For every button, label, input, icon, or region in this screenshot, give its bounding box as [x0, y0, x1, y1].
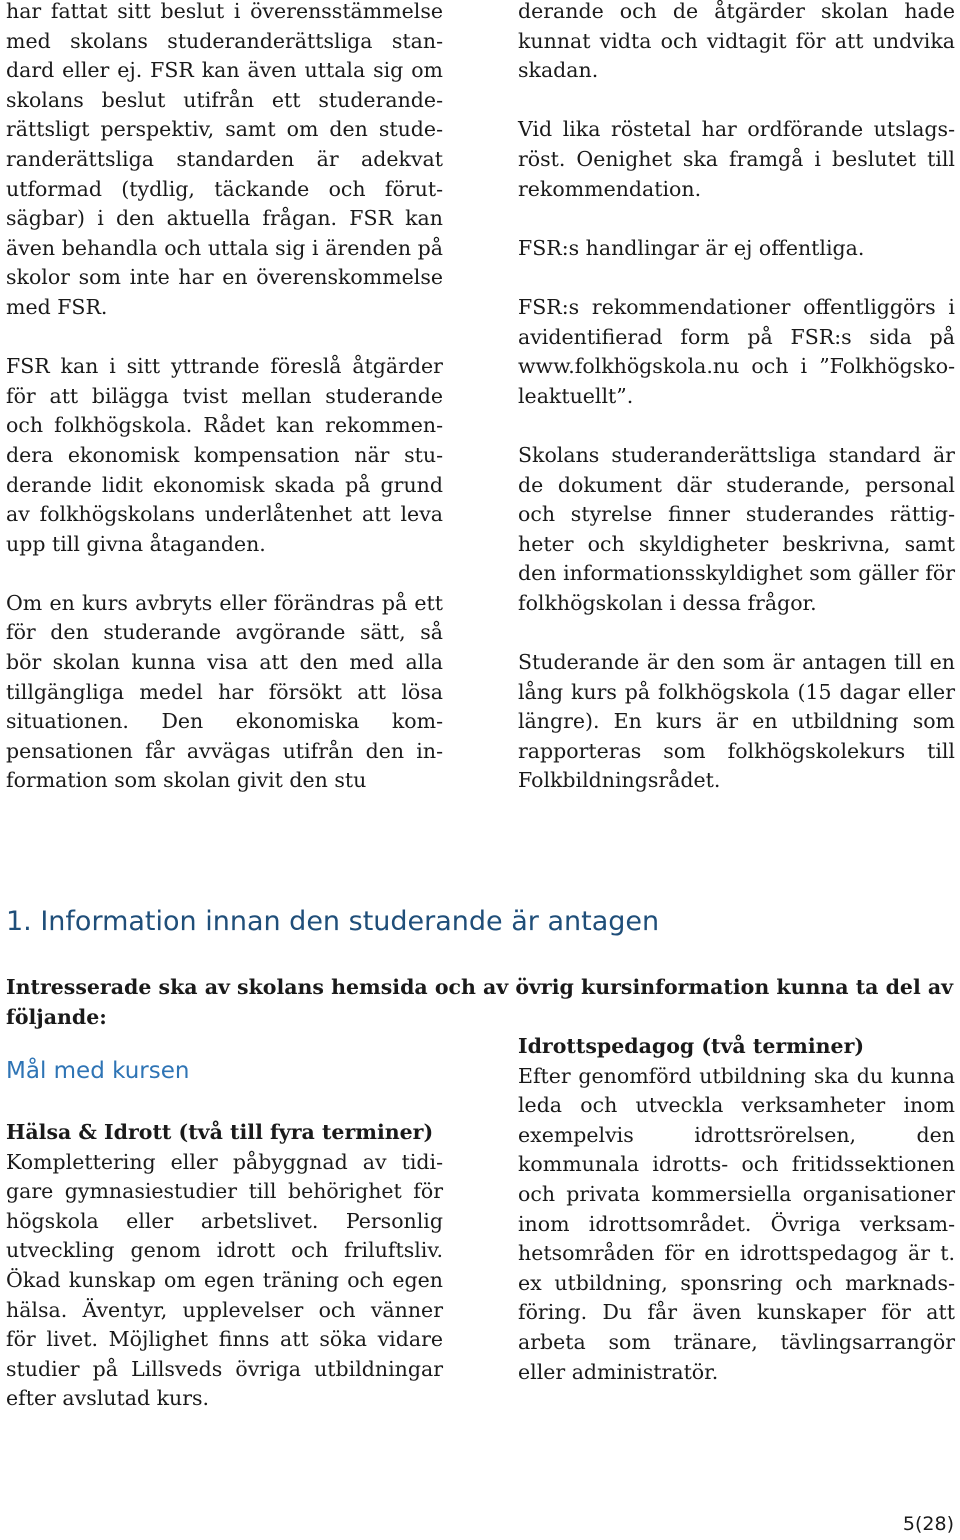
course-idrottspedagog — [518, 1032, 955, 1387]
section-intro: Intresserade ska av skolans hemsida och av övrig kursinformation kunna ta del av följande: — [6, 975, 954, 1029]
right-text-column — [518, 0, 955, 826]
course-title: Hälsa & Idrott (två till fyra terminer) — [6, 1120, 434, 1144]
section-heading: 1. Information innan den studerande är antagen — [6, 906, 660, 937]
page-number: 5(28) — [902, 1513, 954, 1535]
paragraph-course-cancellation: Om en kurs avbryts eller förändras på ett för den studerande avgörande sätt, så bör skolan kunna visa att den med alla tillgängliga medel har försökt att lösa situationen. Den ekonomiska kompensationen får avvägas utifrån den information som skolan givit den stu — [6, 590, 443, 793]
paragraph-compensation-continued: derande och de åtgärder skolan hade kunnat vidta och vidtagit för att undvika skadan. — [518, 0, 955, 83]
paragraph-recommendations-published: FSR:s rekommendationer offentliggörs i avidentifierad form på FSR:s sida på www.folkhögskola.nu och i ”Folkhögskoleaktuellt”. — [518, 294, 955, 408]
paragraph-fsr-decision: har fattat sitt beslut i överensstämmelse med skolans studeranderättsliga standard eller ej. FSR kan även uttala sig om skolans beslut utifrån ett studeranderättsligt perspektiv, samt om den studeranderättsliga standarden är adekvat utformad (tydlig, täckande och förutsägbar) i den aktuella frågan. FSR kan även behandla och uttala sig i ärenden på skolor som inte har en överenskommelse med FSR. — [6, 0, 443, 319]
course-title: Idrottspedagog (två terminer) — [518, 1034, 865, 1058]
paragraph-student-definition: Studerande är den som är antagen till en lång kurs på folkhögskola (15 dagar eller längre). En kurs är en utbildning som rapporteras som folkhögskolekurs till Folkbildningsrådet. — [518, 650, 955, 793]
paragraph-fsr-statement: FSR kan i sitt yttrande föreslå åtgärder för att bilägga tvist mellan studerande och folkhögskola. Rådet kan rekommendera ekonomisk kompensation när studerande lidit ekonomisk skada på grund av folkhögskolans underlåtenhet att leva upp till givna åtaganden. — [6, 354, 443, 556]
paragraph-documents-not-public: FSR:s handlingar är ej offentliga. — [518, 235, 865, 260]
paragraph-standard-definition: Skolans studeranderättsliga standard är de dokument där studerande, personal och styrelse finner studerandes rättigheter och skyldigheter beskrivna, samt den informationsskyldighet som gäller för folkhögskolan i dessa frågor. — [518, 442, 955, 615]
course-description: Komplettering eller påbyggnad av tidigare gymnasiestudier till behörighet för högskola eller arbetslivet. Personlig utveckling genom idrott och friluftsliv. Ökad kunskap om egen träning och egen hälsa. Äventyr, upplevelser och vänner för livet. Möjlighet finns att söka vidare studier på Lillsveds övriga utbildningar efter avslutad kurs. — [6, 1149, 443, 1411]
course-halsa-idrott — [6, 1118, 443, 1414]
paragraph-voting: Vid lika röstetal har ordförande utslagsröst. Oenighet ska framgå i beslutet till rekommendation. — [518, 117, 955, 201]
course-goals-heading: Mål med kursen — [6, 1058, 190, 1084]
course-description: Efter genomförd utbildning ska du kunna leda och utveckla verksamheter inom exempelvis idrottsrörelsen, den kommunala idrotts- och fritidssektionen och privata kommersiella organisationer inom idrottsområdet. Övriga verksamhetsområden för en idrottspedagog är t. ex utbildning, sponsring och marknadsföring. Du får även kunskaper för att arbeta som tränare, tävlingsarrangör eller administratör. — [518, 1063, 955, 1384]
left-text-column — [6, 0, 443, 826]
